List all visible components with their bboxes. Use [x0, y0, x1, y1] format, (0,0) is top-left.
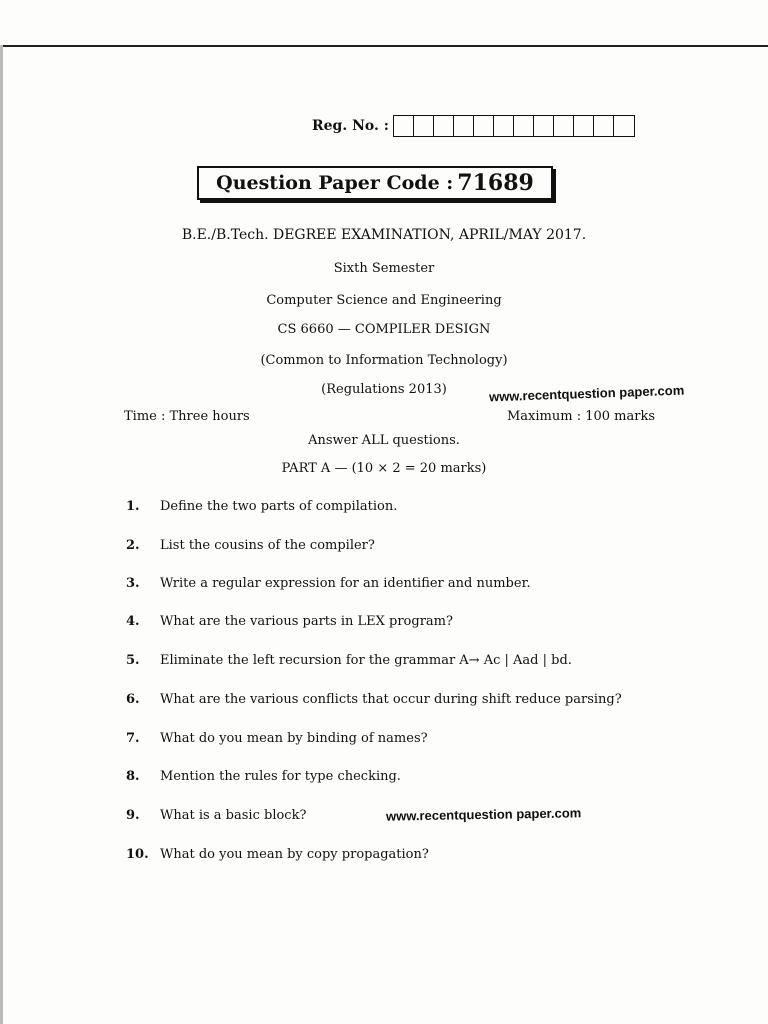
watermark-top: www.recentquestion paper.com	[488, 382, 685, 405]
question-number: 6.	[126, 692, 140, 707]
question-number: 2.	[126, 538, 140, 553]
page-left-edge	[0, 45, 3, 1024]
question-number: 8.	[126, 769, 140, 784]
instruction: Answer ALL questions.	[308, 433, 460, 448]
max-marks: Maximum : 100 marks	[507, 409, 656, 424]
qpc-label: Question Paper Code :	[216, 172, 454, 194]
semester: Sixth Semester	[333, 261, 435, 276]
question-text: Write a regular expression for an identifier and number.	[160, 576, 531, 591]
reg-digit-box	[514, 116, 534, 136]
question-text: Eliminate the left recursion for the grammar A→ Ac | Aad | bd.	[160, 653, 572, 668]
common-note: (Common to Information Technology)	[260, 353, 508, 368]
question-number: 5.	[126, 653, 140, 668]
reg-digit-box	[454, 116, 474, 136]
reg-digit-box	[534, 116, 554, 136]
page-top-edge	[0, 45, 768, 47]
question-number: 4.	[126, 614, 140, 629]
watermark-bottom: www.recentquestion paper.com	[385, 805, 582, 824]
course-title: CS 6660 — COMPILER DESIGN	[277, 322, 491, 337]
reg-digit-box	[474, 116, 494, 136]
question-number: 9.	[126, 808, 140, 823]
regulations: (Regulations 2013)	[321, 382, 447, 397]
degree-title: B.E./B.Tech. DEGREE EXAMINATION, APRIL/MAY 2017.	[181, 227, 587, 243]
reg-label: Reg. No. :	[312, 118, 389, 134]
department: Computer Science and Engineering	[266, 293, 502, 308]
question-text: What are the various conflicts that occur during shift reduce parsing?	[160, 692, 622, 707]
question-text: Mention the rules for type checking.	[160, 769, 401, 784]
question-number: 7.	[126, 731, 140, 746]
question-text: What is a basic block?	[160, 808, 307, 823]
question-text: List the cousins of the compiler?	[160, 538, 375, 553]
question-text: Define the two parts of compilation.	[160, 499, 398, 514]
question-number: 10.	[126, 847, 149, 862]
question-number: 3.	[126, 576, 140, 591]
question-text: What are the various parts in LEX program?	[160, 614, 453, 629]
time-allowed: Time : Three hours	[124, 409, 250, 424]
reg-digit-box	[414, 116, 434, 136]
question-text: What do you mean by copy propagation?	[160, 847, 429, 862]
question-number: 1.	[126, 499, 140, 514]
question-paper-code-box	[197, 166, 553, 200]
reg-digit-box	[594, 116, 614, 136]
question-text: What do you mean by binding of names?	[160, 731, 428, 746]
reg-digit-box	[494, 116, 514, 136]
qpc-number: 71689	[457, 170, 534, 196]
reg-digit-box	[614, 116, 634, 136]
reg-digit-box	[434, 116, 454, 136]
reg-digit-box	[554, 116, 574, 136]
reg-digit-box	[394, 116, 414, 136]
reg-digit-box	[574, 116, 594, 136]
reg-number-field	[312, 114, 635, 138]
part-heading: PART A — (10 × 2 = 20 marks)	[281, 461, 487, 476]
reg-number-boxes	[393, 115, 635, 137]
